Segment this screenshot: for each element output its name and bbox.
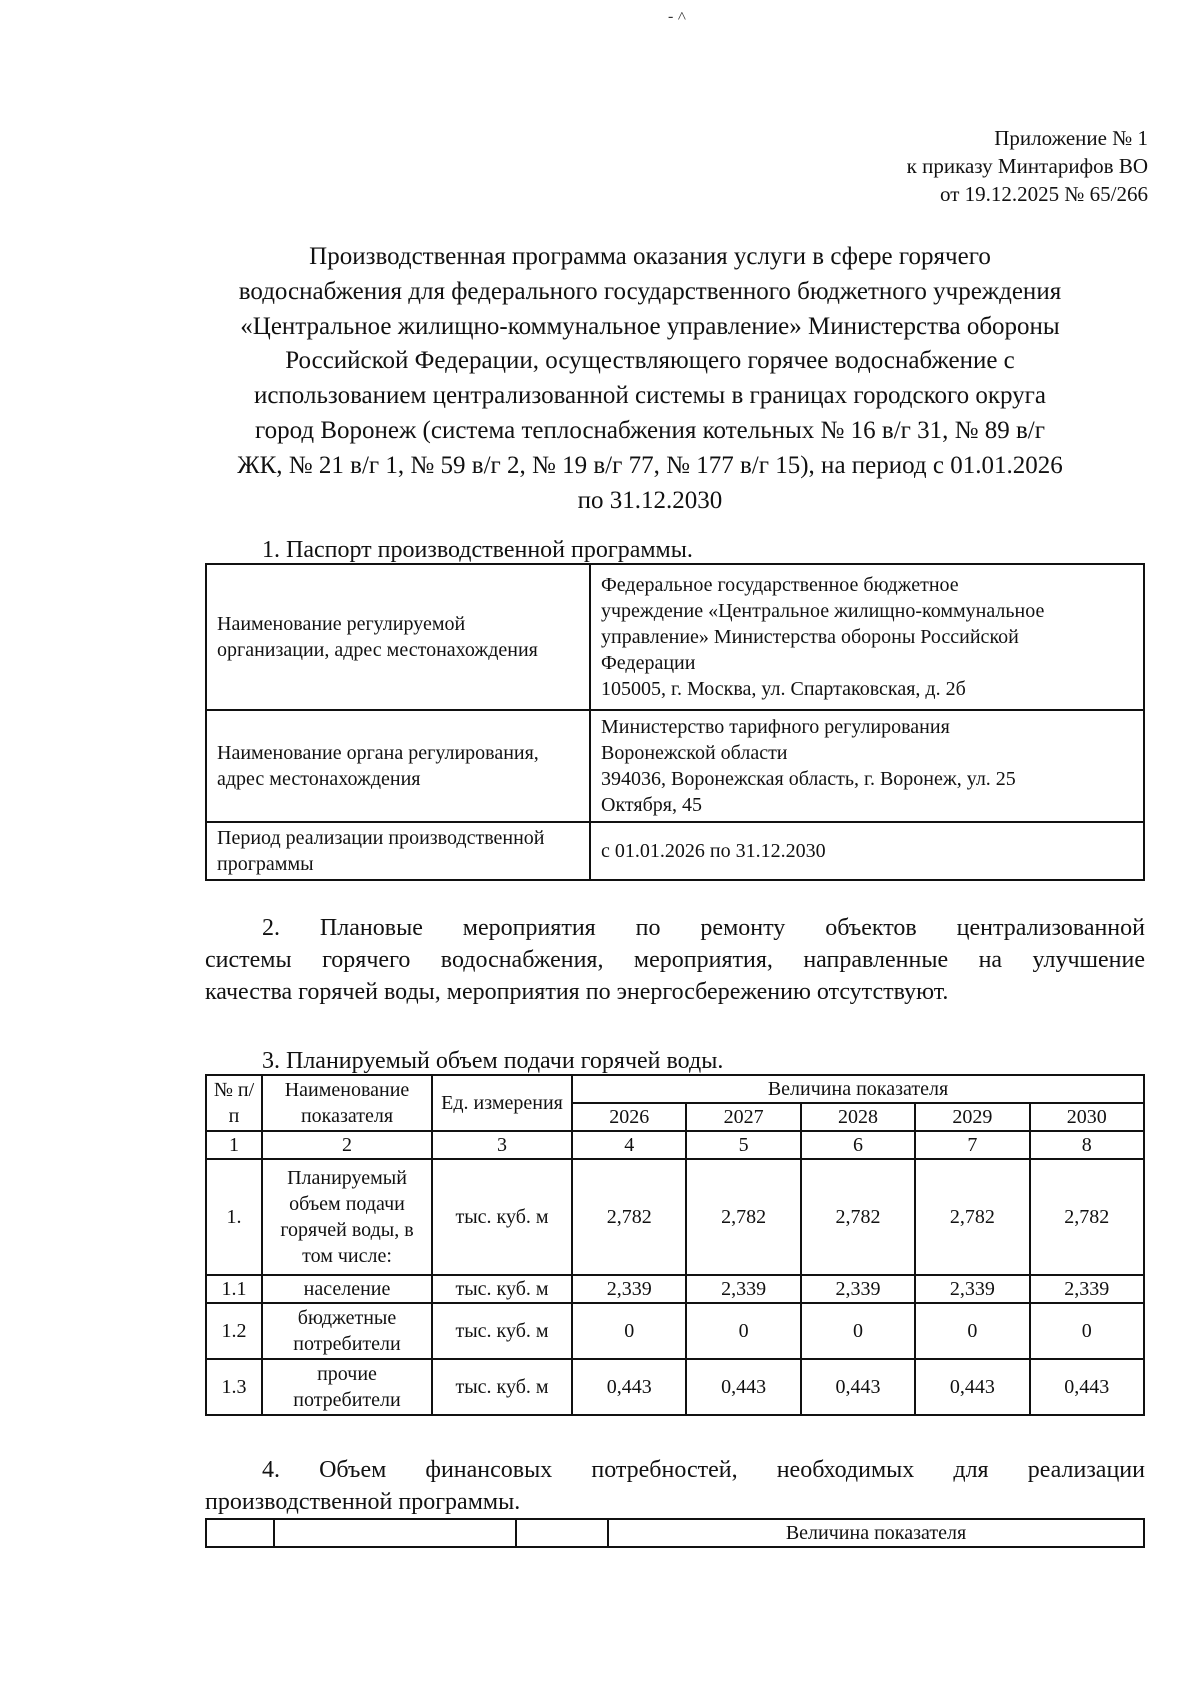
row-value: 2,782 [1030,1159,1144,1275]
row-value: 0,443 [915,1359,1029,1415]
table-row [206,1275,1144,1303]
value-line: с 01.01.2026 по 31.12.2030 [601,840,826,862]
value-line: Федерации [601,652,696,674]
column-number: 3 [432,1131,572,1159]
appendix-date: от 19.12.2025 № 65/266 [939,182,1148,206]
title-line: «Центральное жилищно-коммунальное управление» Министерства обороны [240,312,1060,340]
row-value: 2,339 [686,1275,800,1303]
col-unit-header: Ед. измерения [432,1075,572,1131]
column-number: 8 [1030,1131,1144,1159]
value-line: 394036, Воронежская область, г. Воронеж, ул. 25 [601,768,1016,790]
row-value: 0,443 [686,1359,800,1415]
table-header-row [206,1075,1144,1103]
row-num: 1.1 [206,1275,262,1303]
value-line: управление» Министерства обороны Российской [601,626,1019,648]
row-name: население [262,1275,432,1303]
row-value: 0 [915,1303,1029,1359]
finance-col-num [206,1519,274,1547]
table-row [206,710,1144,822]
passport-value [590,564,1144,710]
title-line: по 31.12.2030 [577,486,723,514]
section4-paragraph [205,1454,1145,1518]
finance-col-name [274,1519,516,1547]
section2-line: качества горячей воды, мероприятия по энергосбережению отсутствуют. [205,979,949,1005]
table-header-row [206,1519,1144,1547]
row-unit: тыс. куб. м [432,1159,572,1275]
column-number-row [206,1131,1144,1159]
value-line: Воронежской области [601,742,788,764]
value-line: учреждение «Центральное жилищно-коммунальное [601,600,1045,622]
row-value: 0 [572,1303,686,1359]
row-name: бюджетные потребители [262,1303,432,1359]
row-unit: тыс. куб. м [432,1275,572,1303]
row-value: 0 [686,1303,800,1359]
scan-artifact: ‑ ˄ [668,8,687,25]
row-num: 1. [206,1159,262,1275]
passport-value [590,822,1144,880]
column-number: 6 [801,1131,915,1159]
volume-table [205,1074,1145,1416]
year-header: 2026 [572,1103,686,1131]
title-line: Российской Федерации, осуществляющего горячее водоснабжение с [285,347,1015,375]
title-line: Производственная программа оказания услуги в сфере горячего [309,243,991,270]
col-name-header: Наименование показателя [262,1075,432,1131]
row-value: 2,339 [572,1275,686,1303]
value-line: 105005, г. Москва, ул. Спартаковская, д. 2б [601,678,966,700]
row-value: 2,782 [915,1159,1029,1275]
value-line: Октября, 45 [601,794,702,816]
row-value: 0,443 [801,1359,915,1415]
passport-value [590,710,1144,822]
year-header: 2029 [915,1103,1029,1131]
row-value: 0 [1030,1303,1144,1359]
finance-col-unit [516,1519,608,1547]
col-num-header: № п/п [206,1075,262,1131]
section3-heading: 3. Планируемый объем подачи горячей воды. [262,1048,724,1074]
section4-line: 4. Объем финансовых потребностей, необходимых для реализации [262,1457,1145,1483]
row-name: Планируемый объем подачи горячей воды, в том числе: [262,1159,432,1275]
value-line: Федеральное государственное бюджетное [601,574,959,596]
title-line: водоснабжения для федерального государственного бюджетного учреждения [238,277,1062,305]
table-row [206,1359,1144,1415]
finance-table [205,1518,1145,1548]
section2-paragraph [205,912,1145,1008]
section4-line: производственной программы. [205,1489,521,1515]
row-value: 2,339 [801,1275,915,1303]
title-line: ЖК, № 21 в/г 1, № 59 в/г 2, № 19 в/г 77, № 177 в/г 15), на период с 01.01.2026 [237,451,1063,479]
row-unit: тыс. куб. м [432,1359,572,1415]
appendix-header [907,124,1148,208]
table-row [206,1303,1144,1359]
table-row [206,1159,1144,1275]
row-num: 1.3 [206,1359,262,1415]
passport-label: Период реализации производственной программы [206,822,590,880]
column-number: 7 [915,1131,1029,1159]
column-number: 4 [572,1131,686,1159]
title-line: город Воронеж (система теплоснабжения котельных № 16 в/г 31, № 89 в/г [254,416,1045,444]
section1-heading: 1. Паспорт производственной программы. [262,537,693,563]
row-value: 2,339 [1030,1275,1144,1303]
table-row [206,564,1144,710]
passport-label: Наименование органа регулирования, адрес местонахождения [206,710,590,822]
row-value: 2,782 [686,1159,800,1275]
year-header: 2027 [686,1103,800,1131]
column-number: 1 [206,1131,262,1159]
table-row [206,822,1144,880]
section2-line: системы горячего водоснабжения, мероприятия, направленные на улучшение [205,947,1145,973]
row-num: 1.2 [206,1303,262,1359]
column-number: 2 [262,1131,432,1159]
section2-line: 2. Плановые мероприятия по ремонту объектов централизованной [262,915,1145,941]
row-value: 2,339 [915,1275,1029,1303]
value-line: Министерство тарифного регулирования [601,716,950,738]
finance-col-value: Величина показателя [608,1519,1144,1547]
row-value: 0,443 [572,1359,686,1415]
passport-label: Наименование регулируемой организации, адрес местонахождения [206,564,590,710]
row-unit: тыс. куб. м [432,1303,572,1359]
year-header: 2030 [1030,1103,1144,1131]
row-value: 0,443 [1030,1359,1144,1415]
document-title [195,240,1105,518]
year-header: 2028 [801,1103,915,1131]
row-value: 2,782 [801,1159,915,1275]
row-value: 0 [801,1303,915,1359]
appendix-order: к приказу Минтарифов ВО [906,154,1148,178]
appendix-number: Приложение № 1 [994,126,1148,150]
row-value: 2,782 [572,1159,686,1275]
title-line: использованием централизованной системы в границах городского округа [253,382,1047,410]
passport-table [205,563,1145,881]
column-number: 5 [686,1131,800,1159]
col-value-header: Величина показателя [572,1075,1144,1103]
row-name: прочие потребители [262,1359,432,1415]
